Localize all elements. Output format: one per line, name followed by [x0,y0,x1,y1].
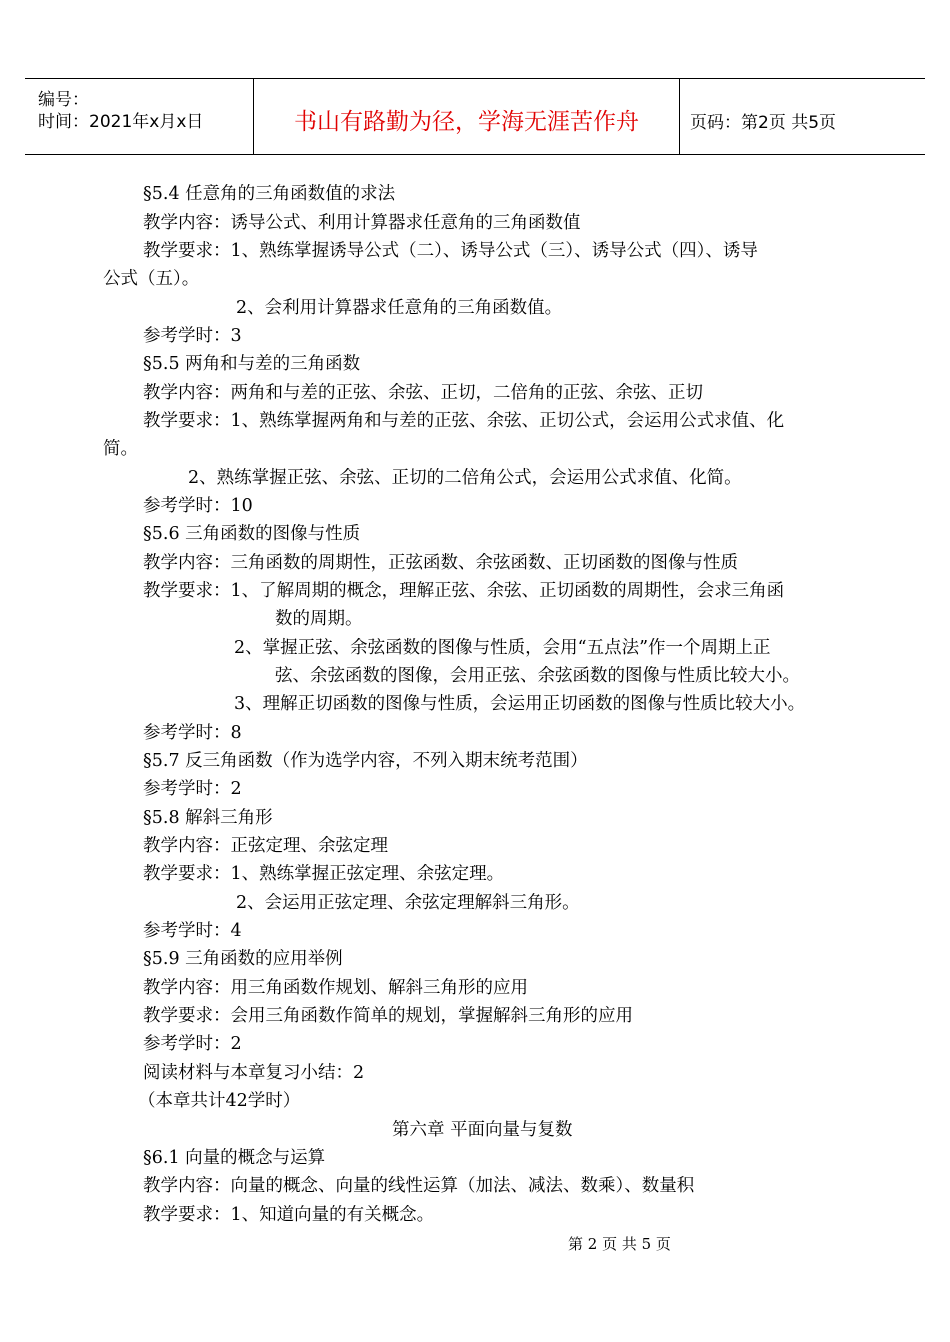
text-line: 公式（五）。 [103,269,200,289]
text-line: 参考学时：4 [143,921,242,941]
section-heading: §5.5 两角和与差的三角函数 [143,354,361,374]
page-footer: 第 2 页 共 5 页 [568,1235,671,1253]
header-motto-cell [254,79,680,154]
text-line: 教学要求：1、知道向量的有关概念。 [143,1205,435,1225]
text-line: （本章共计42学时） [138,1091,301,1111]
text-line: 弦、余弦函数的图像，会用正弦、余弦函数的图像与性质比较大小。 [275,666,800,686]
text-line: 参考学时：10 [143,496,253,516]
text-line: 教学要求：1、熟练掌握正弦定理、余弦定理。 [143,864,505,884]
text-line: 2、会运用正弦定理、余弦定理解斜三角形。 [236,893,580,913]
text-line: 参考学时：2 [143,1034,242,1054]
text-line: 教学内容：用三角函数作规划、解斜三角形的应用 [143,978,528,998]
text-line: 2、会利用计算器求任意角的三角函数值。 [236,298,563,318]
serial-label: 编号： [38,90,89,110]
text-line: 2、掌握正弦、余弦函数的图像与性质，会用“五点法”作一个周期上正 [234,638,771,658]
text-line: 教学要求：1、了解周期的概念，理解正弦、余弦、正切函数的周期性，会求三角函 [143,581,785,601]
motto-text: 书山有路勤为径，学海无涯苦作舟 [294,109,639,135]
section-heading: §5.8 解斜三角形 [143,808,273,828]
header-page-cell [680,79,925,154]
page-info: 页码：第2页 共5页 [690,113,837,133]
text-line: 教学要求：会用三角函数作简单的规划，掌握解斜三角形的应用 [143,1006,633,1026]
text-line: 参考学时：2 [143,779,242,799]
header-left-cell [25,79,254,154]
section-heading: §5.6 三角函数的图像与性质 [143,524,361,544]
section-heading: §5.9 三角函数的应用举例 [143,949,343,969]
section-heading: §5.7 反三角函数（作为选学内容，不列入期末统考范围） [143,751,588,771]
text-line: 参考学时：3 [143,326,242,346]
section-heading: §6.1 向量的概念与运算 [143,1148,326,1168]
text-line: 教学要求：1、熟练掌握诱导公式（二）、诱导公式（三）、诱导公式（四）、诱导 [143,241,758,261]
text-line: 阅读材料与本章复习小结：2 [143,1063,365,1083]
text-line: 简。 [103,439,138,459]
chapter-heading: 第六章 平面向量与复数 [392,1120,573,1140]
page-header [25,78,925,155]
text-line: 教学要求：1、熟练掌握两角和与差的正弦、余弦、正切公式，会运用公式求值、化 [143,411,785,431]
text-line: 教学内容：两角和与差的正弦、余弦、正切，二倍角的正弦、余弦、正切 [143,383,703,403]
text-line: 参考学时：8 [143,723,242,743]
time-label: 时间：2021年x月x日 [38,112,204,132]
section-heading: §5.4 任意角的三角函数值的求法 [143,184,396,204]
text-line: 3、理解正切函数的图像与性质，会运用正切函数的图像与性质比较大小。 [234,694,806,714]
text-line: 数的周期。 [275,609,363,629]
text-line: 2、熟练掌握正弦、余弦、正切的二倍角公式，会运用公式求值、化简。 [188,468,742,488]
text-line: 教学内容：三角函数的周期性，正弦函数、余弦函数、正切函数的图像与性质 [143,553,738,573]
text-line: 教学内容：正弦定理、余弦定理 [143,836,388,856]
text-line: 教学内容：诱导公式、利用计算器求任意角的三角函数值 [143,213,581,233]
text-line: 教学内容：向量的概念、向量的线性运算（加法、减法、数乘）、数量积 [143,1176,695,1196]
